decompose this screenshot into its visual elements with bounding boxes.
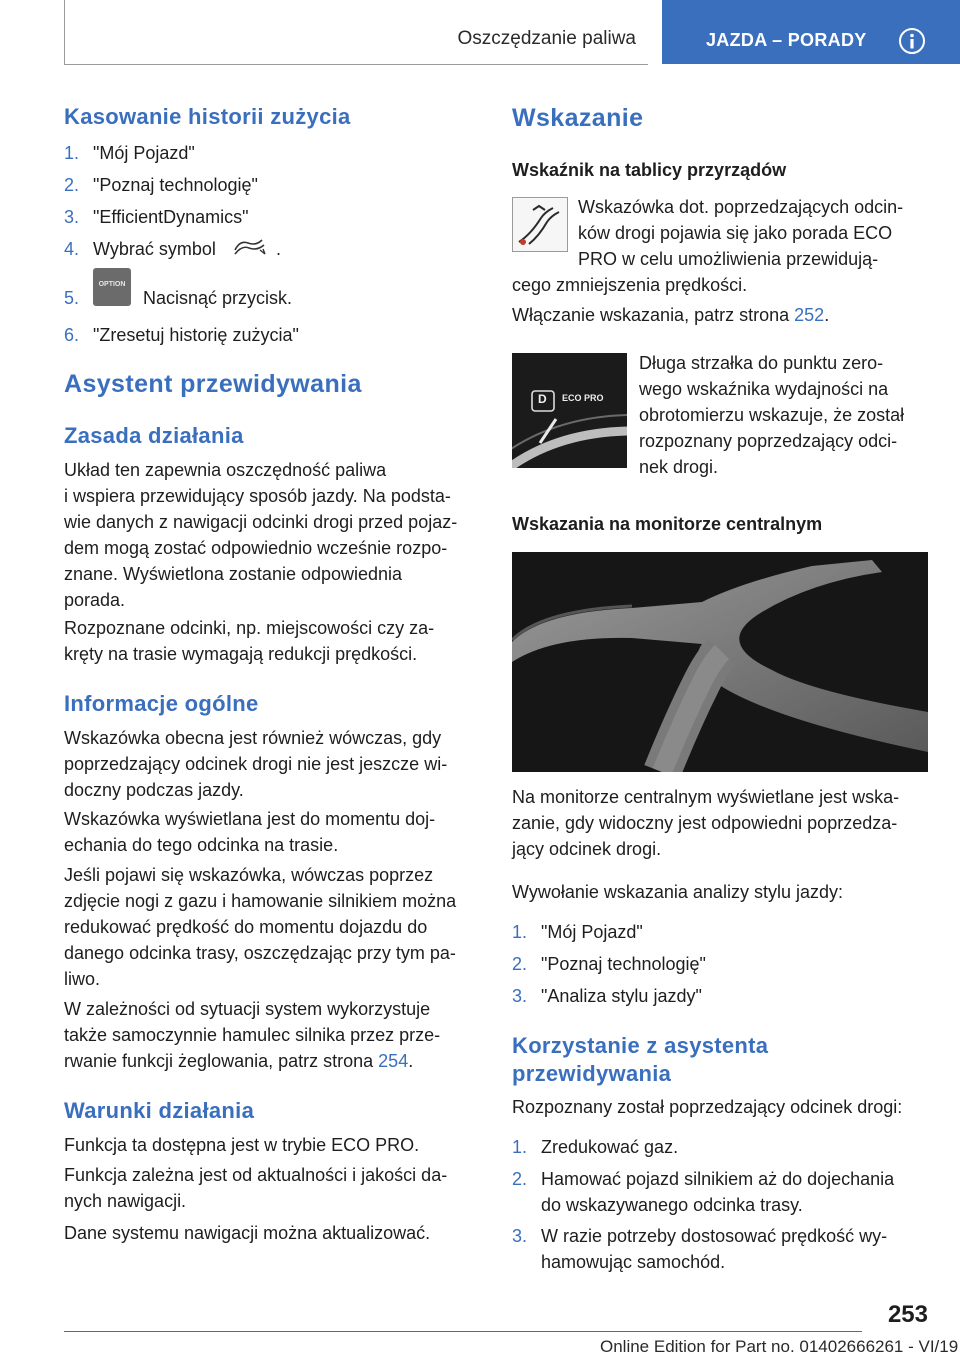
- text-line: [64, 1048, 484, 1074]
- conditions-heading: Warunki działania: [64, 1098, 255, 1123]
- text-line: jący odcinek drogi.: [512, 839, 662, 859]
- text-line: wie danych z nawigacji odcinki drogi przed pojaz-: [64, 512, 458, 532]
- principle-heading: Zasada działania: [64, 423, 244, 448]
- text-line: zdjęcie nogi z gazu i hamowanie silnikiem można: [64, 891, 457, 911]
- step-number: 1.: [512, 1137, 528, 1157]
- cluster-paragraph-1-bottom: cego zmniejszenia prędkości.: [512, 275, 748, 295]
- cluster-paragraph-2: [512, 302, 932, 328]
- step-text: [541, 1223, 887, 1275]
- page-link-254[interactable]: 254: [378, 1051, 409, 1071]
- step-number: 3.: [64, 207, 80, 227]
- text-line: redukować prędkość do momentu dojazdu do: [64, 917, 428, 937]
- text-line: Wskazówka wyświetlana jest do momentu doj-: [64, 809, 436, 829]
- step-text: "Poznaj technologię": [541, 954, 706, 974]
- text-line: ków drogi pojawia się jako porada ECO: [578, 223, 893, 243]
- footer-divider: [64, 1331, 862, 1332]
- use-paragraph: Rozpoznany został poprzedzający odcinek drogi:: [512, 1097, 903, 1117]
- central-monitor-heading: Wskazania na monitorze centralnym: [512, 514, 823, 534]
- use-assistant-heading: [512, 1032, 768, 1088]
- text-line: obrotomierzu wskazuje, że został: [639, 405, 905, 425]
- step-number: 1.: [64, 143, 80, 163]
- text-line: nek drogi.: [639, 457, 719, 477]
- text-line: znane. Wyświetlona zostanie odpowiednia: [64, 564, 403, 584]
- step-text: Nacisnąć przycisk.: [143, 288, 293, 308]
- step-number: 1.: [512, 922, 528, 942]
- general-paragraph-4: [64, 996, 484, 1074]
- text-line: Na monitorze centralnym wyświetlane jest wska-: [512, 787, 900, 807]
- text-line: także samoczynnie hamulec silnika przez prze-: [64, 1025, 441, 1045]
- page-link-252[interactable]: 252: [794, 305, 825, 325]
- page-number: 253: [887, 1301, 928, 1328]
- text-line: W zależności od sytuacji system wykorzystuje: [64, 999, 431, 1019]
- step-text: "Mój Pojazd": [93, 143, 195, 163]
- text-line: Rozpoznane odcinki, np. miejscowości czy za-: [64, 618, 435, 638]
- text-fragment: rwanie funkcji żeglowania, patrz strona: [64, 1051, 374, 1071]
- step-number: 2.: [64, 175, 80, 195]
- chapter-tab[interactable]: [662, 0, 960, 64]
- heading-line: Korzystanie z asystenta: [512, 1033, 769, 1058]
- conditions-paragraph-2: [64, 1162, 484, 1214]
- heading-line: przewidywania: [512, 1061, 672, 1086]
- text-line: zanie, gdy widoczny jest odpowiedni poprzedza-: [512, 813, 898, 833]
- step-text: "Zresetuj historię zużycia": [93, 325, 299, 345]
- general-info-heading: Informacje ogólne: [64, 691, 259, 716]
- road-curve-symbol-icon: [232, 234, 270, 258]
- reset-history-heading: Kasowanie historii zużycia: [64, 104, 351, 129]
- text-line: Funkcja zależna jest od aktualności i jakości da-: [64, 1165, 448, 1185]
- info-circle-icon[interactable]: [898, 27, 926, 55]
- text-line: echania do tego odcinka na trasie.: [64, 835, 339, 855]
- step-number: 5.: [64, 288, 80, 308]
- step-number: 6.: [64, 325, 80, 345]
- text-line: PRO w celu umożliwienia przewidują-: [578, 249, 879, 269]
- header-divider-left: [64, 0, 65, 64]
- arrow-paragraph: [639, 350, 939, 480]
- text-line: do wskazywanego odcinka trasy.: [541, 1195, 803, 1215]
- step-text: "Analiza stylu jazdy": [541, 986, 702, 1006]
- text-line: i wspiera przewidujący sposób jazdy. Na podsta-: [64, 486, 451, 506]
- text-line: liwo.: [64, 969, 101, 989]
- text-line: Układ ten zapewnia oszczędność paliwa: [64, 460, 387, 480]
- step-text: "Poznaj technologię": [93, 175, 258, 195]
- section-title: Oszczędzanie paliwa: [457, 28, 636, 49]
- text-line: porada.: [64, 590, 126, 610]
- step-number: 3.: [512, 986, 528, 1006]
- text-fragment: .: [408, 1051, 414, 1071]
- central-paragraph-2: Wywołanie wskazania analizy stylu jazdy:: [512, 882, 843, 902]
- step-text: [541, 1134, 678, 1160]
- central-paragraph-1: [512, 784, 932, 862]
- cluster-heading: Wskaźnik na tablicy przyrządów: [512, 160, 787, 180]
- text-line: Jeśli pojawi się wskazówka, wówczas poprzez: [64, 865, 434, 885]
- text-line: Wskazówka dot. poprzedzających odcin-: [578, 197, 904, 217]
- header-divider-bottom: [64, 64, 648, 65]
- option-button-icon: [93, 268, 131, 306]
- general-paragraph-3: [64, 862, 484, 992]
- gear-indicator-label: D: [538, 392, 547, 406]
- principle-paragraph-1: [64, 457, 484, 613]
- text-line: Zredukować gaz.: [541, 1137, 679, 1157]
- cluster-paragraph-1-top: [578, 194, 938, 272]
- text-line: doczny podczas jazdy.: [64, 780, 244, 800]
- general-paragraph-2: [64, 806, 484, 858]
- principle-paragraph-2: [64, 615, 484, 667]
- road-warning-symbol-icon: [512, 197, 568, 252]
- text-line: Hamować pojazd silnikiem aż do dojechania: [541, 1169, 895, 1189]
- step-text: "EfficientDynamics": [93, 207, 249, 227]
- step-text-end: .: [276, 239, 282, 259]
- text-line: nych nawigacji.: [64, 1191, 187, 1211]
- text-line: danego odcinka trasy, oszczędzając przy tym pa-: [64, 943, 456, 963]
- step-number: 4.: [64, 239, 80, 259]
- text-line: rozpoznany poprzedzający odci-: [639, 431, 898, 451]
- text-line: wego wskaźnika wydajności na: [639, 379, 889, 399]
- text-line: dem mogą zostać odpowiednio wcześnie rozpo-: [64, 538, 448, 558]
- eco-pro-label: ECO PRO: [562, 393, 604, 403]
- text-fragment: Włączanie wskazania, patrz strona: [512, 305, 790, 325]
- text-line: Wskazówka obecna jest również wówczas, gdy: [64, 728, 442, 748]
- assistant-heading: Asystent przewidywania: [64, 370, 362, 398]
- step-text: [541, 1166, 894, 1218]
- step-text: "Mój Pojazd": [541, 922, 643, 942]
- text-line: poprzedzający odcinek drogi nie jest jeszcze wi-: [64, 754, 448, 774]
- text-line: Długa strzałka do punktu zero-: [639, 353, 884, 373]
- indication-heading: Wskazanie: [512, 104, 644, 132]
- step-number: 3.: [512, 1226, 528, 1246]
- eco-pro-gauge-image: [512, 353, 627, 468]
- step-number: 2.: [512, 1169, 528, 1189]
- text-line: hamowując samochód.: [541, 1252, 726, 1272]
- conditions-paragraph-1: Funkcja ta dostępna jest w trybie ECO PRO.: [64, 1135, 420, 1155]
- step-number: 2.: [512, 954, 528, 974]
- central-monitor-road-image: [512, 552, 928, 772]
- edition-footer: Online Edition for Part no. 01402666261 - VI/19: [600, 1337, 959, 1356]
- text-line: W razie potrzeby dostosować prędkość wy-: [541, 1226, 888, 1246]
- text-fragment: .: [824, 305, 830, 325]
- option-button-label: OPTION: [98, 281, 126, 288]
- conditions-paragraph-3: Dane systemu nawigacji można aktualizować.: [64, 1223, 431, 1243]
- step-text: Wybrać symbol: [93, 239, 216, 259]
- general-paragraph-1: [64, 725, 484, 803]
- text-line: kręty na trasie wymagają redukcji prędkości.: [64, 644, 418, 664]
- chapter-tab-label: JAZDA – PORADY: [706, 30, 867, 50]
